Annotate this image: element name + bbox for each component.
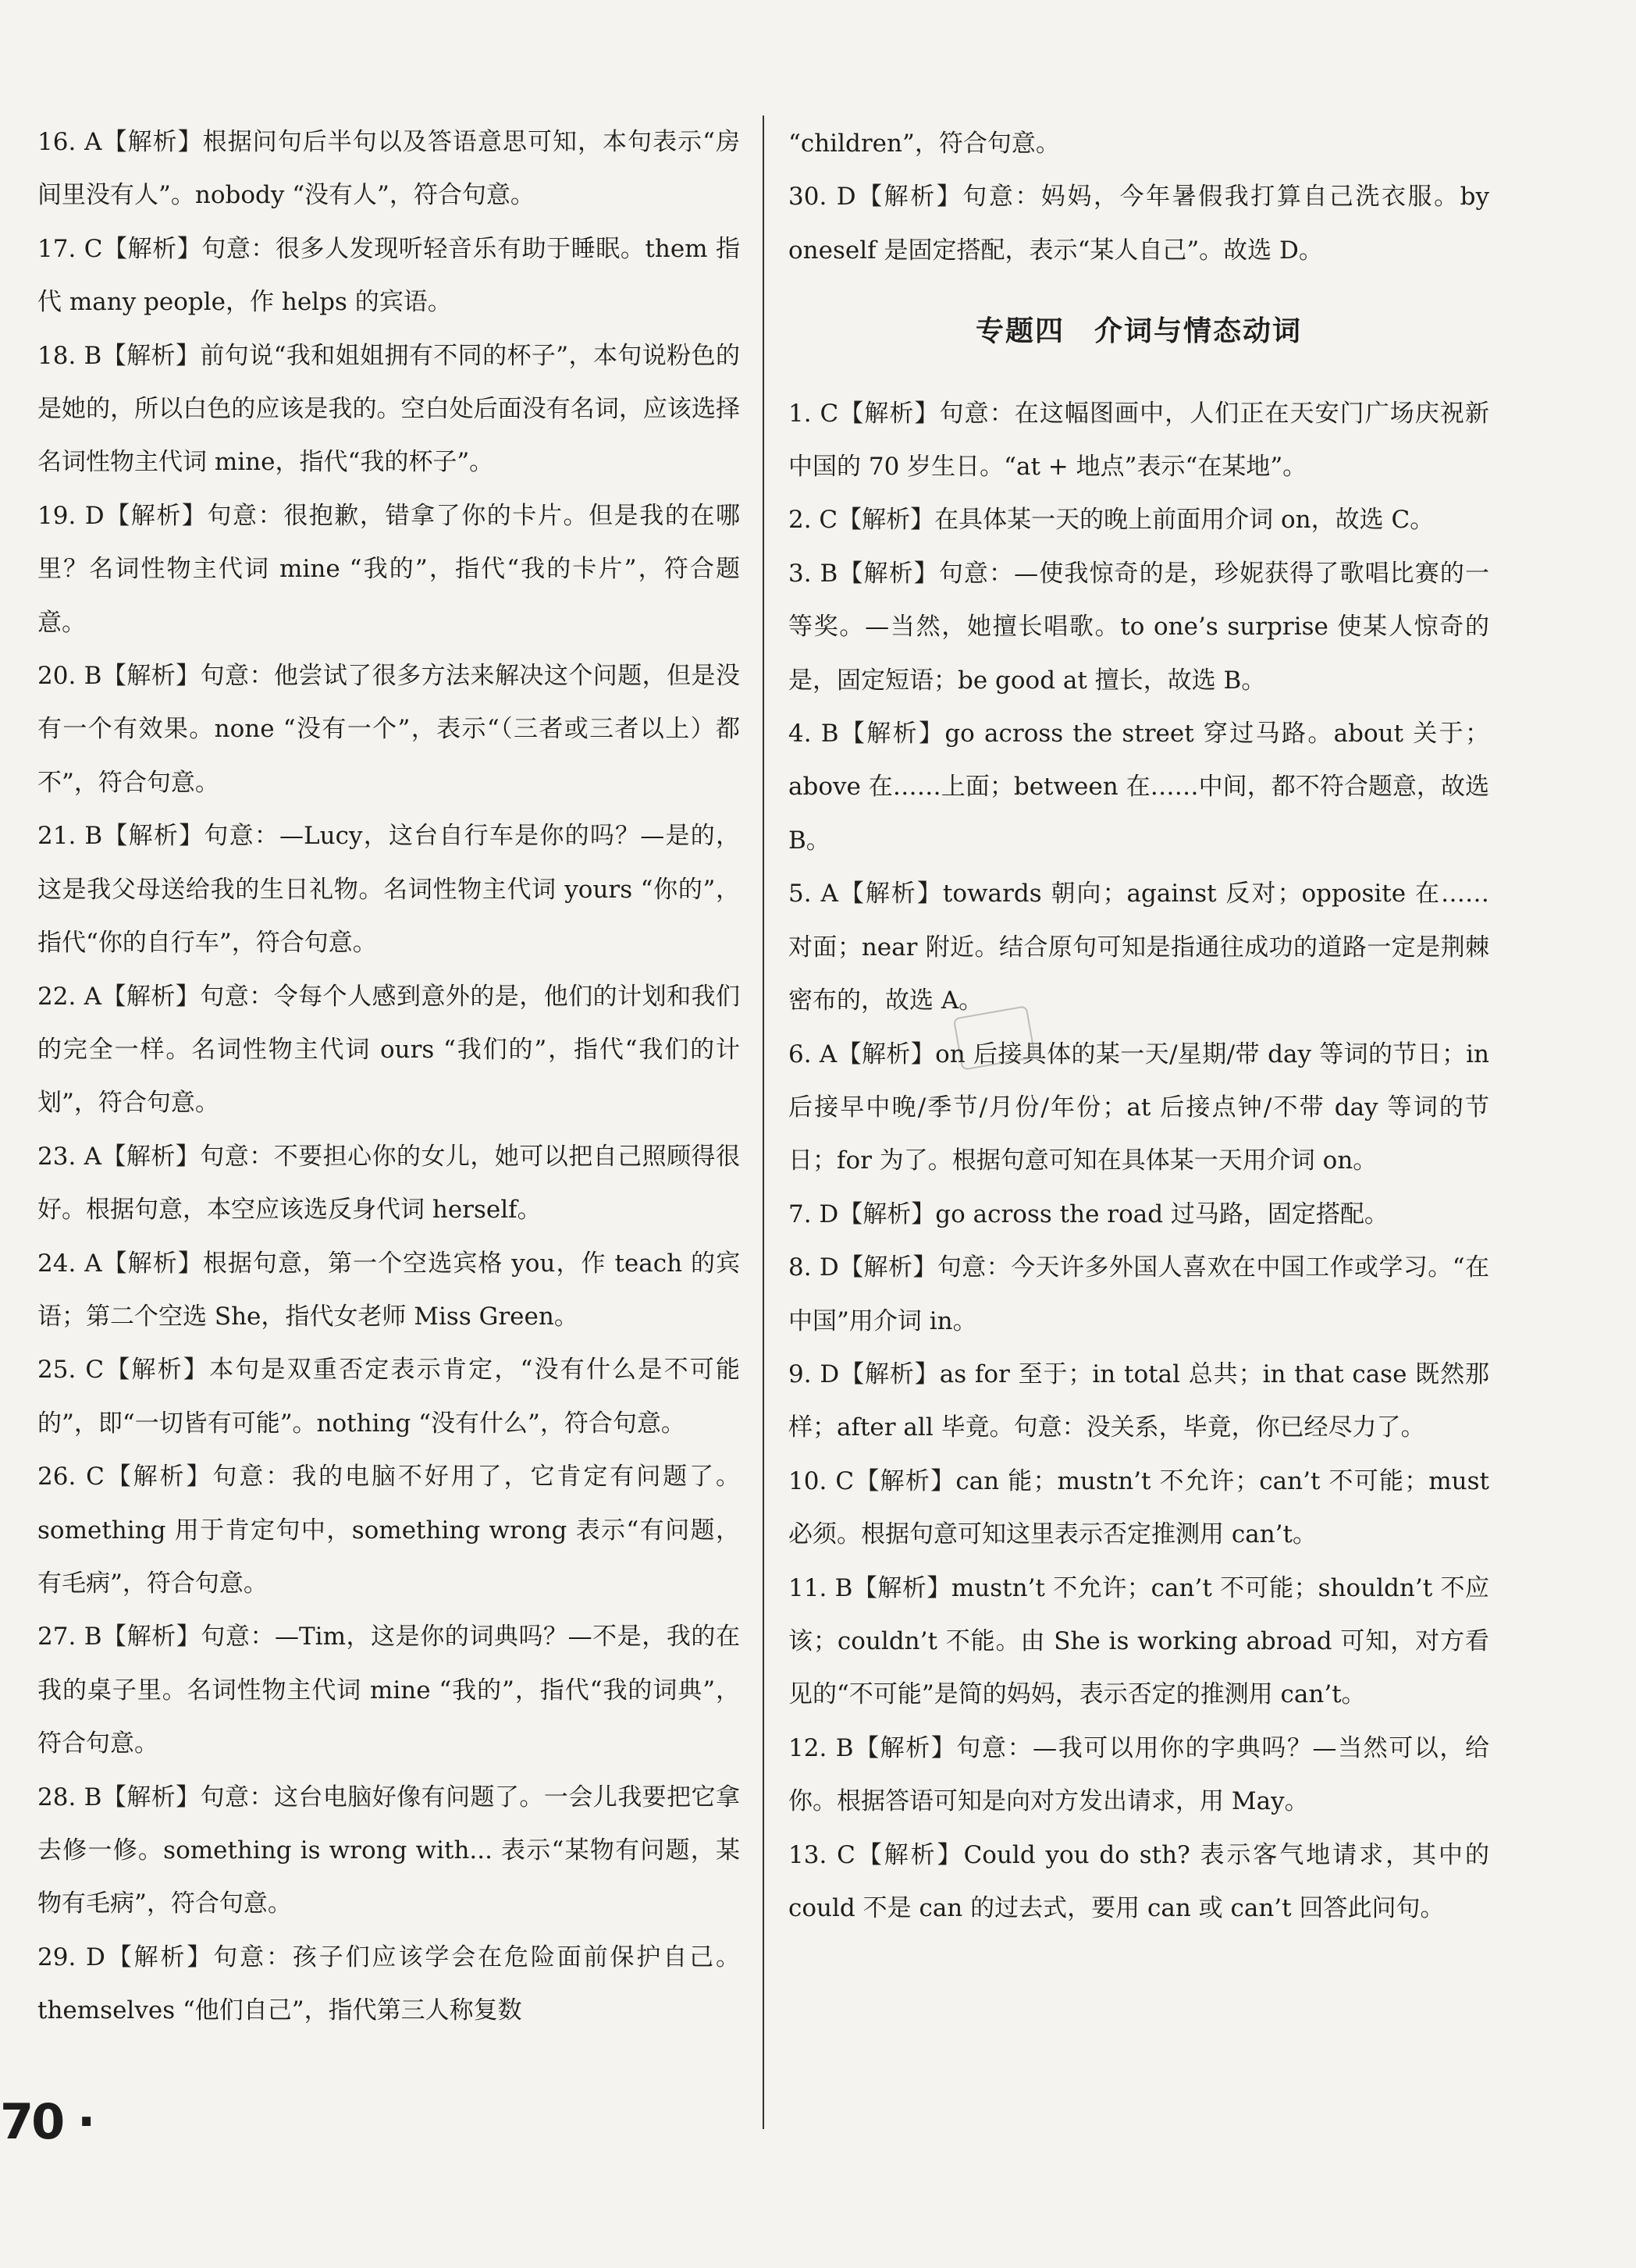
- answer-item: 27. B【解析】句意：—Tim，这是你的词典吗？—不是，我的在我的桌子里。名词性物主代词 mine “我的”，指代“我的词典”，符合句意。: [37, 1623, 740, 1758]
- answer-item: 1. C【解析】句意：在这幅图画中，人们正在天安门广场庆祝新中国的 70 岁生日。“at + 地点”表示“在某地”。: [788, 399, 1489, 482]
- answer-item: 2. C【解析】在具体某一天的晚上前面用介词 on，故选 C。: [788, 506, 1435, 535]
- answer-item: 7. D【解析】go across the road 过马路，固定搭配。: [788, 1200, 1389, 1228]
- answer-item: 19. D【解析】句意：很抱歉，错拿了你的卡片。但是我的在哪里？名词性物主代词 mine “我的”，指代“我的卡片”，符合题意。: [37, 501, 740, 637]
- answer-item: 29. D【解析】句意：孩子们应该学会在危险面前保护自己。themselves “他们自己”，指代第三人称复数: [37, 1943, 740, 2025]
- left-column: [37, 116, 740, 2038]
- answer-item: 17. C【解析】句意：很多人发现听轻音乐有助于睡眠。them 指代 many people，作 helps 的宾语。: [37, 234, 740, 317]
- answer-item: 23. A【解析】句意：不要担心你的女儿，她可以把自己照顾得很好。根据句意，本空应该选反身代词 herself。: [37, 1142, 740, 1225]
- answer-item: 22. A【解析】句意：令每个人感到意外的是，他们的计划和我们的完全一样。名词性物主代词 ours “我们的”，指代“我们的计划”，符合句意。: [37, 982, 740, 1118]
- answer-item: 11. B【解析】mustn’t 不允许；can’t 不可能；shouldn’t 不应该；couldn’t 不能。由 She is working abroad 可知，对方看见的“不可能”是简的妈妈，表示否定的推测用 can’t。: [788, 1573, 1489, 1709]
- answer-item: 30. D【解析】句意：妈妈，今年暑假我打算自己洗衣服。by oneself 是固定搭配，表示“某人自己”。故选 D。: [788, 183, 1489, 265]
- answer-item: 16. A【解析】根据问句后半句以及答语意思可知，本句表示“房间里没有人”。nobody “没有人”，符合句意。: [37, 128, 740, 210]
- answer-item: 24. A【解析】根据句意，第一个空选宾格 you，作 teach 的宾语；第二个空选 She，指代女老师 Miss Green。: [37, 1249, 740, 1331]
- right-column: [788, 117, 1489, 1935]
- answer-item: 4. B【解析】go across the street 穿过马路。about 关于；above 在……上面；between 在……中间，都不符合题意，故选 B。: [788, 720, 1489, 855]
- answer-item: 6. A【解析】on 后接具体的某一天/星期/带 day 等词的节日；in 后接早中晚/季节/月份/年份；at 后接点钟/不带 day 等词的节日；for 为了。根据句意可知在具体某一天用介词 on。: [788, 1040, 1489, 1175]
- answer-item: 28. B【解析】句意：这台电脑好像有问题了。一会儿我要把它拿去修一修。something is wrong with... 表示“某物有问题，某物有毛病”，符合句意。: [37, 1783, 740, 1918]
- answer-item: 10. C【解析】can 能；mustn’t 不允许；can’t 不可能；must 必须。根据句意可知这里表示否定推测用 can’t。: [788, 1466, 1489, 1549]
- answer-item: 8. D【解析】句意：今天许多外国人喜欢在中国工作或学习。“在中国”用介词 in。: [788, 1253, 1489, 1335]
- answer-item: 18. B【解析】前句说“我和姐姐拥有不同的杯子”，本句说粉色的是她的，所以白色的应该是我的。空白处后面没有名词，应该选择名词性物主代词 mine，指代“我的杯子”。: [37, 341, 740, 477]
- answer-item: 26. C【解析】句意：我的电脑不好用了，它肯定有问题了。something 用于肯定句中，something wrong 表示“有问题，有毛病”，符合句意。: [37, 1463, 740, 1598]
- answer-item: 5. A【解析】towards 朝向；against 反对；opposite 在……对面；near 附近。结合原句可知是指通往成功的道路一定是荆棘密布的，故选 A。: [788, 880, 1489, 1015]
- answer-item: 9. D【解析】as for 至于；in total 总共；in that case 既然那样；after all 毕竟。句意：没关系，毕竟，你已经尽力了。: [788, 1360, 1489, 1442]
- answer-item-continued: “children”，符合句意。: [788, 130, 1060, 158]
- answer-item: 3. B【解析】句意：—使我惊奇的是，珍妮获得了歌唱比赛的一等奖。—当然，她擅长唱歌。to one’s surprise 使某人惊奇的是，固定短语；be good at 擅长，故选 B。: [788, 559, 1489, 695]
- answer-item: 12. B【解析】句意：—我可以用你的字典吗？—当然可以，给你。根据答语可知是向对方发出请求，用 May。: [788, 1733, 1489, 1816]
- answer-item: 20. B【解析】句意：他尝试了很多方法来解决这个问题，但是没有一个有效果。none “没有一个”，表示“（三者或三者以上）都不”，符合句意。: [37, 662, 740, 797]
- answer-item: 13. C【解析】Could you do sth? 表示客气地请求，其中的 could 不是 can 的过去式，要用 can 或 can’t 回答此问句。: [788, 1840, 1489, 1922]
- section-title: 专题四 介词与情态动词: [975, 315, 1302, 348]
- answer-item: 21. B【解析】句意：—Lucy，这台自行车是你的吗？—是的，这是我父母送给我的生日礼物。名词性物主代词 yours “你的”，指代“你的自行车”，符合句意。: [37, 822, 740, 958]
- page-number: 70 ·: [0, 2093, 94, 2150]
- column-divider: [763, 116, 764, 2129]
- answer-item: 25. C【解析】本句是双重否定表示肯定，“没有什么是不可能的”，即“一切皆有可能”。nothing “没有什么”，符合句意。: [37, 1356, 740, 1438]
